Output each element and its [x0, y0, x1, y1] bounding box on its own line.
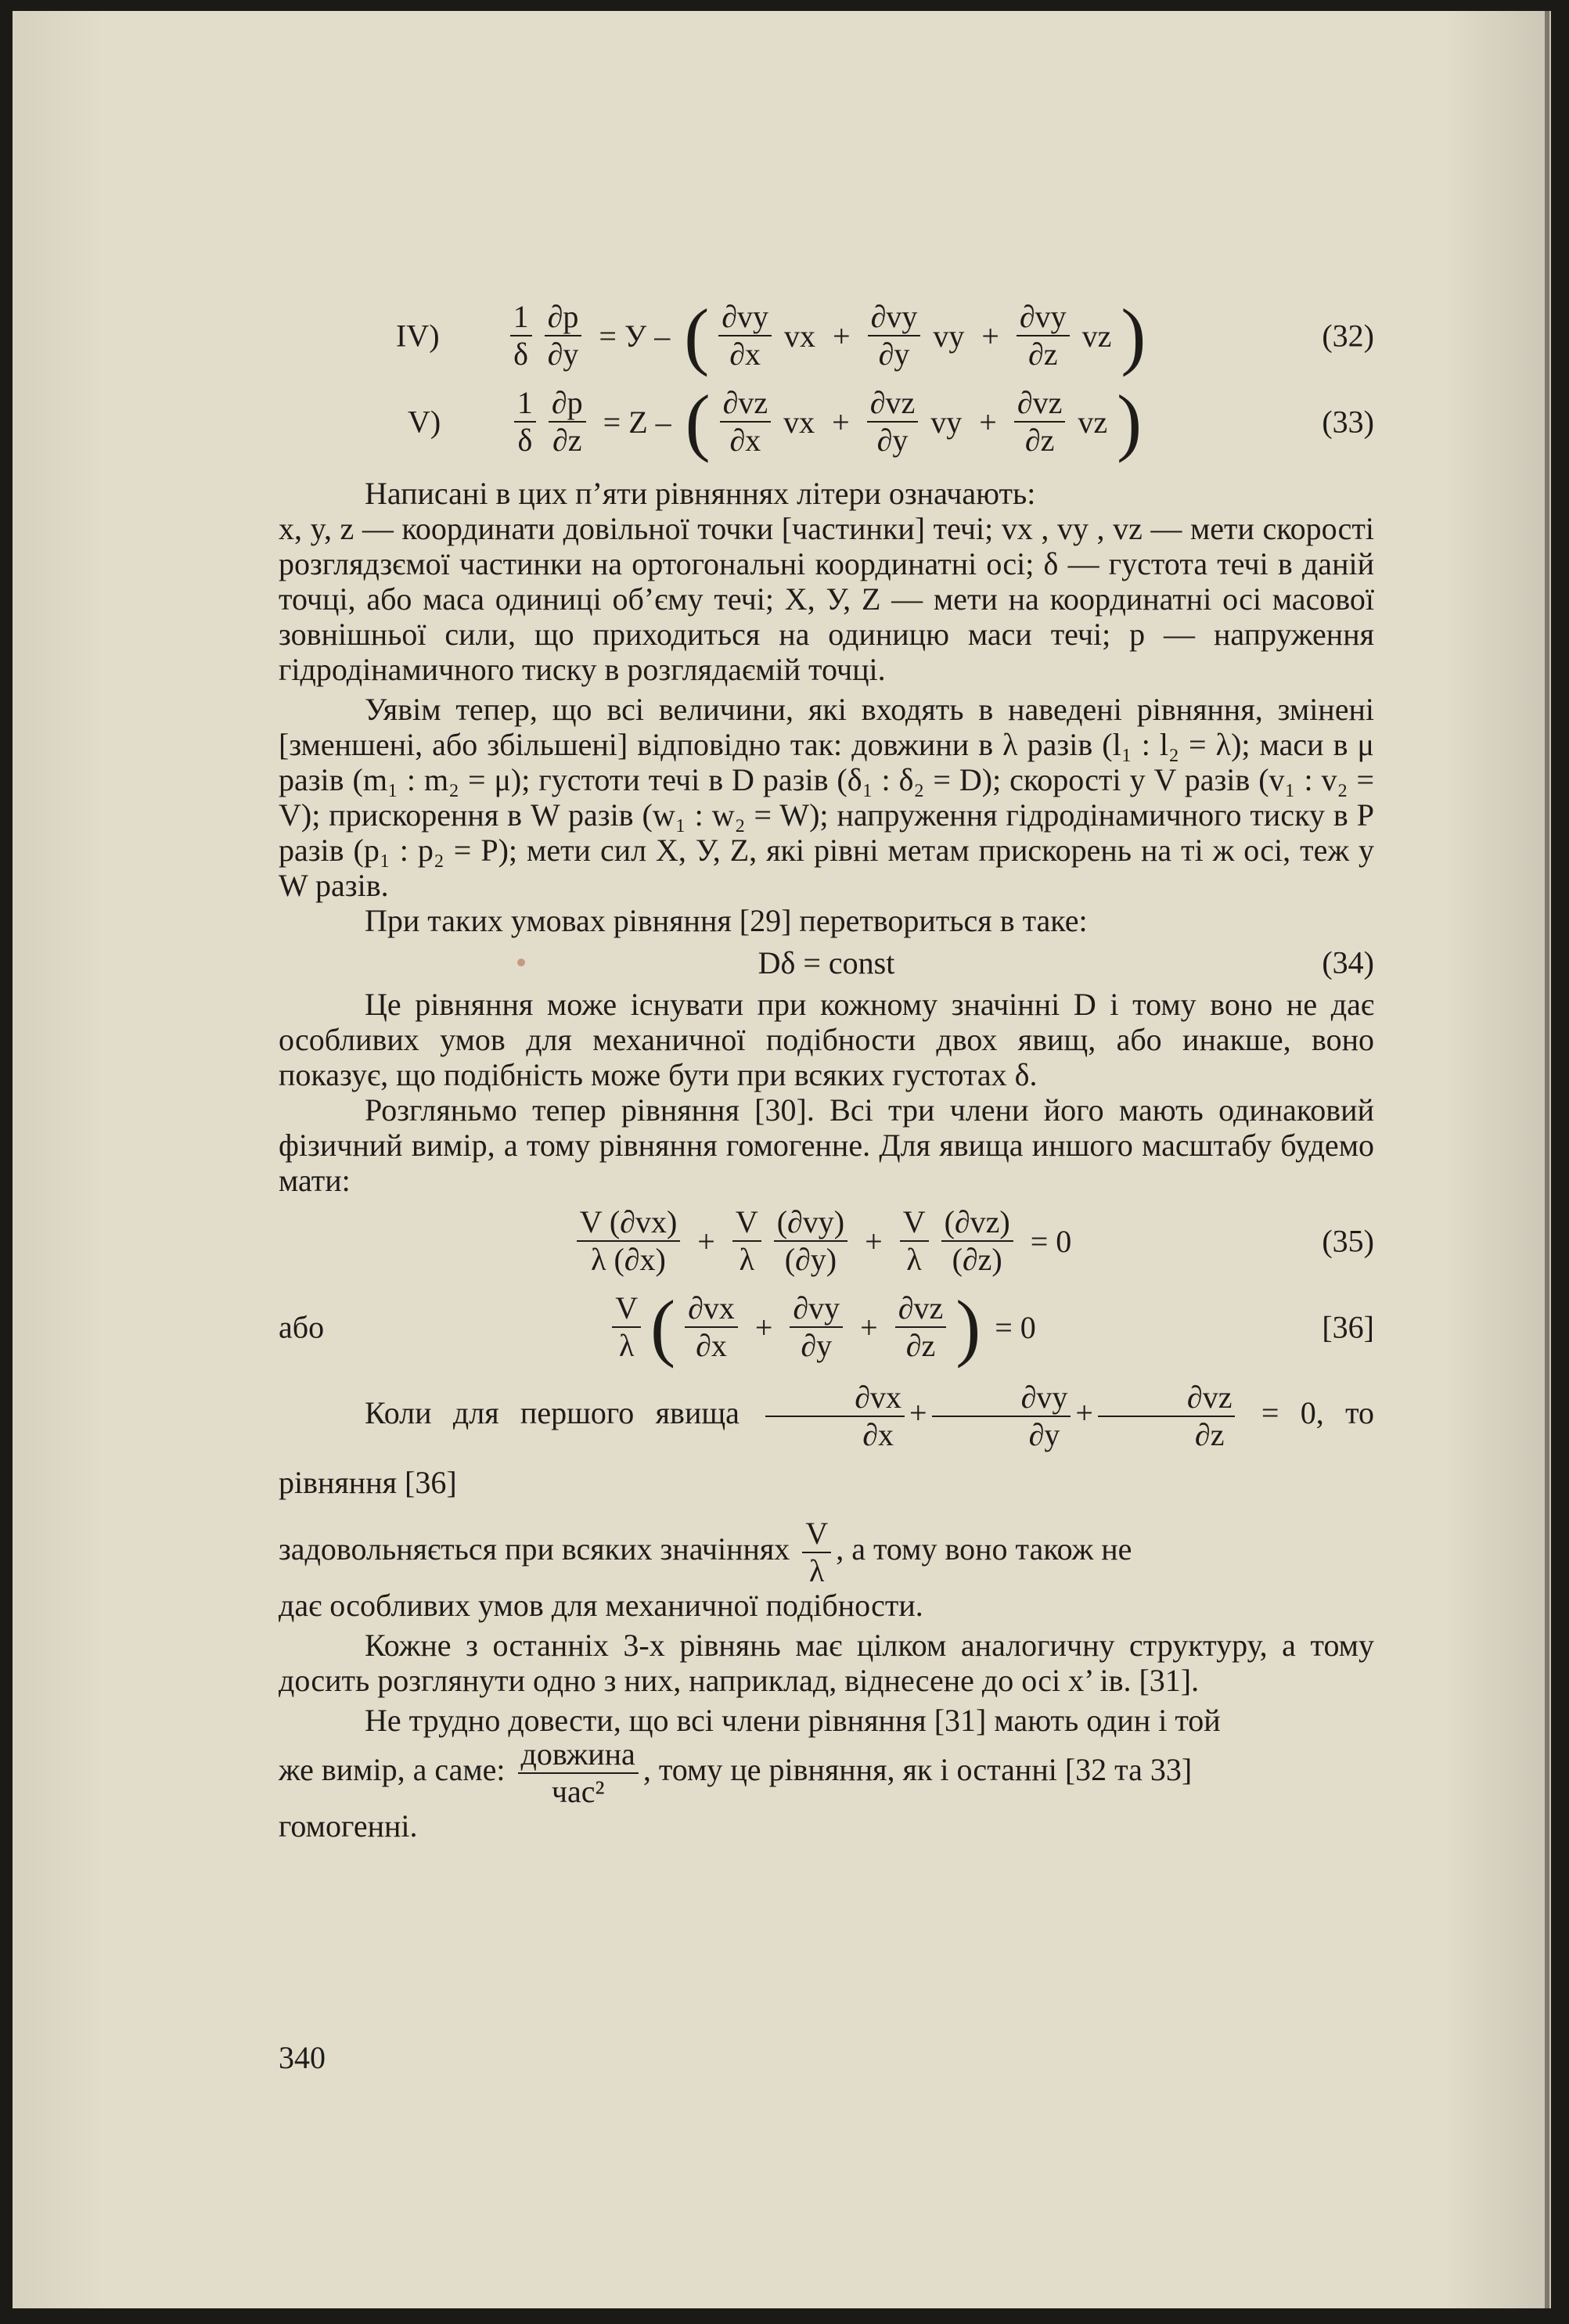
- eq36-lparen: (: [650, 1285, 676, 1369]
- eq33-rhs: = Z –: [603, 404, 671, 440]
- eq32-frac-dp-dy: $\frac{\partial p}{\partial y}$: [545, 300, 582, 371]
- eq33-number: (33): [1322, 404, 1374, 440]
- eq36-rparen: ): [955, 1285, 981, 1369]
- paragraph-density: Це рівняння може існувати при кожному значінні D і тому воно не дає особливих умов для механичної подібности двох явищ, або инакше, воно показує, що подібність може бути при всяких густотах δ.: [279, 987, 1374, 1092]
- eq32-label: IV): [396, 318, 440, 354]
- eq35-frac-1: $\frac{V (\partial vx)}{\lambda (\partial x)}$: [577, 1206, 681, 1276]
- page-edge-shadow: [1545, 11, 1549, 2308]
- equation-34: [279, 938, 1374, 987]
- eq33-rparen: ): [1117, 380, 1143, 463]
- paragraph-first-phenomenon: Коли для першого явища $\frac{\partial vx}{\partial x}$ + $\frac{\partial vy}{\partial y}$ + $\frac{\partial vz}{\partial z}$ = 0, то рівняння [36]: [279, 1380, 1375, 1500]
- eq36-number: [36]: [1322, 1309, 1374, 1345]
- paragraph-equation-30: Розгляньмо тепер рівняння [30]. Всі три члени його мають одинаковий фізичний вимір, а тому рівняння гомогенне. Для явища иншого масштабу будемо мати:: [279, 1092, 1374, 1198]
- paragraph-analogous: Кожне з останніх 3-х рівнянь має цілком аналогичну структуру, а тому досить розглянути одно з них, наприклад, віднесене до осі x’ ів. [31].: [279, 1627, 1374, 1698]
- eq35-math: $\frac{V (\partial vx)}{\lambda (\partial x)}$ + $\frac{V}{\lambda}$ $\frac{(\partial vy)}{(\partial y)}$ + $\frac{V}{\lambda}$ $\frac{(\partial vz)}{(\partial z)}$ = 0: [570, 1206, 1083, 1276]
- equation-33: [279, 379, 1374, 465]
- eq33-lparen: (: [685, 380, 711, 463]
- eq34-text: Dδ = const: [758, 944, 895, 980]
- equation-32: [279, 293, 1374, 379]
- eq33-math: $\frac{1}{\delta}$ $\frac{\partial p}{\partial z}$ = Z – ( $\frac{\partial vz}{\partial x}$ vx + $\frac{\partial vz}{\partial y}$ vy + $\frac{\partial vz}{\partial z}$ vz ): [508, 384, 1145, 459]
- paragraph-prove: Не трудно довести, що всі члени рівняння [31] мають один і той: [365, 1702, 1221, 1738]
- paragraph-letters-body: x, y, z — координати довільної точки [частинки] течі; vx , vy , vz — мети скорості розглядзємої частинки на ортогональні координатні осі; δ — густота течі в даній точці, або маса одиниці об’єму течі; X, У, Z — мети на координатні осі масової зовнішньої сили, що приходиться на одиницю маси течі; p — напруження гідродінамичного тиску в розглядаємій точці.: [279, 511, 1374, 687]
- eq33-term3: $\frac{\partial vz}{\partial z}$: [1014, 387, 1066, 457]
- eq32-number: (32): [1322, 318, 1374, 354]
- eq36-term3: $\frac{\partial vz}{\partial z}$: [895, 1292, 947, 1362]
- eq33-frac-dp-dz: $\frac{\partial p}{\partial z}$: [549, 387, 586, 457]
- eq32-rhs: = У –: [599, 318, 671, 354]
- equation-35: [279, 1198, 1374, 1284]
- eq32-term3: $\frac{\partial vy}{\partial z}$: [1017, 300, 1070, 371]
- eq32-lparen: (: [684, 293, 710, 377]
- eq36-lead: або: [279, 1309, 325, 1345]
- eq36-term2: $\frac{\partial vy}{\partial y}$: [790, 1292, 843, 1362]
- eq32-math: $\frac{1}{\delta}$ $\frac{\partial p}{\partial y}$ = У – ( $\frac{\partial vy}{\partial x}$ vx + $\frac{\partial vy}{\partial y}$ vy + $\frac{\partial vy}{\partial z}$ vz ): [504, 298, 1150, 373]
- eq33-term1: $\frac{\partial vz}{\partial x}$: [720, 387, 772, 457]
- eq36-math: $\frac{V}{\lambda}$ ( $\frac{\partial vx}{\partial x}$ + $\frac{\partial vy}{\partial y}$ + $\frac{\partial vz}{\partial z}$ ) = 0: [606, 1290, 1047, 1365]
- eq32-term1: $\frac{\partial vy}{\partial x}$: [718, 300, 772, 371]
- eq35-frac-3a: $\frac{V}{\lambda}$: [900, 1206, 929, 1276]
- eq32-term2: $\frac{\partial vy}{\partial y}$: [868, 300, 921, 371]
- eq33-label: V): [408, 404, 441, 440]
- eq35-frac-3b: $\frac{(\partial vz)}{(\partial z)}$: [941, 1206, 1013, 1276]
- eq33-frac-1-delta: $\frac{1}{\delta}$: [514, 387, 536, 457]
- paragraph-scaling: Уявім тепер, що всі величини, які входять в наведені рівняння, змінені [зменшені, або збільшені] відповідно так: довжини в λ разів (l₁ : l₂ = λ); маси в μ разів (m₁ : m₂ = μ); густоти течі в D разів (δ₁ : δ₂ = D); скорості у V разів (v₁ : v₂ = V); прискорення в W разів (w₁ : w₂ = W); напруження гідродінамичного тиску в P разів (p₁ : p₂ = P); мети сил X, У, Z, які рівні метам прискорень на ті ж осі, теж у W разів.: [279, 692, 1374, 903]
- paragraph-dimension: же вимір, а саме: $\frac{\text{довжина}}{\text{час²}}$ , тому це рівняння, як і останні [32 та 33]: [279, 1736, 1193, 1809]
- paragraph-letters-heading: Написані в цих п’яти рівняннях літери означають:: [365, 476, 1036, 511]
- eq34-number: (34): [1322, 944, 1374, 980]
- eq36-frac-v-lambda: $\frac{V}{\lambda}$: [612, 1292, 641, 1362]
- ink-dot: [517, 959, 525, 966]
- eq33-term2: $\frac{\partial vz}{\partial y}$: [867, 387, 919, 457]
- paragraph-homogeneous: гомогенні.: [279, 1808, 418, 1844]
- eq35-frac-2a: $\frac{V}{\lambda}$: [732, 1206, 761, 1276]
- paragraph-conditions: При таких умовах рівняння [29] перетвориться в таке:: [365, 903, 1088, 938]
- eq32-rparen: ): [1121, 293, 1146, 377]
- scanned-page: [13, 11, 1551, 2308]
- eq35-frac-2b: $\frac{(\partial vy)}{(\partial y)}$: [774, 1206, 847, 1276]
- equation-36: [279, 1284, 1374, 1370]
- paragraph-satisfied: задовольняється при всяких значіннях $\frac{V}{\lambda}$ , а тому воно також не: [279, 1515, 1132, 1588]
- eq35-number: (35): [1322, 1223, 1374, 1259]
- eq36-term1: $\frac{\partial vx}{\partial x}$: [685, 1292, 738, 1362]
- eq32-frac-1-delta: $\frac{1}{\delta}$: [510, 300, 532, 371]
- paragraph-no-conditions: дає особливих умов для механичної подібности.: [279, 1587, 923, 1623]
- page-number: 340: [279, 2040, 326, 2075]
- page-content: [279, 293, 1374, 1844]
